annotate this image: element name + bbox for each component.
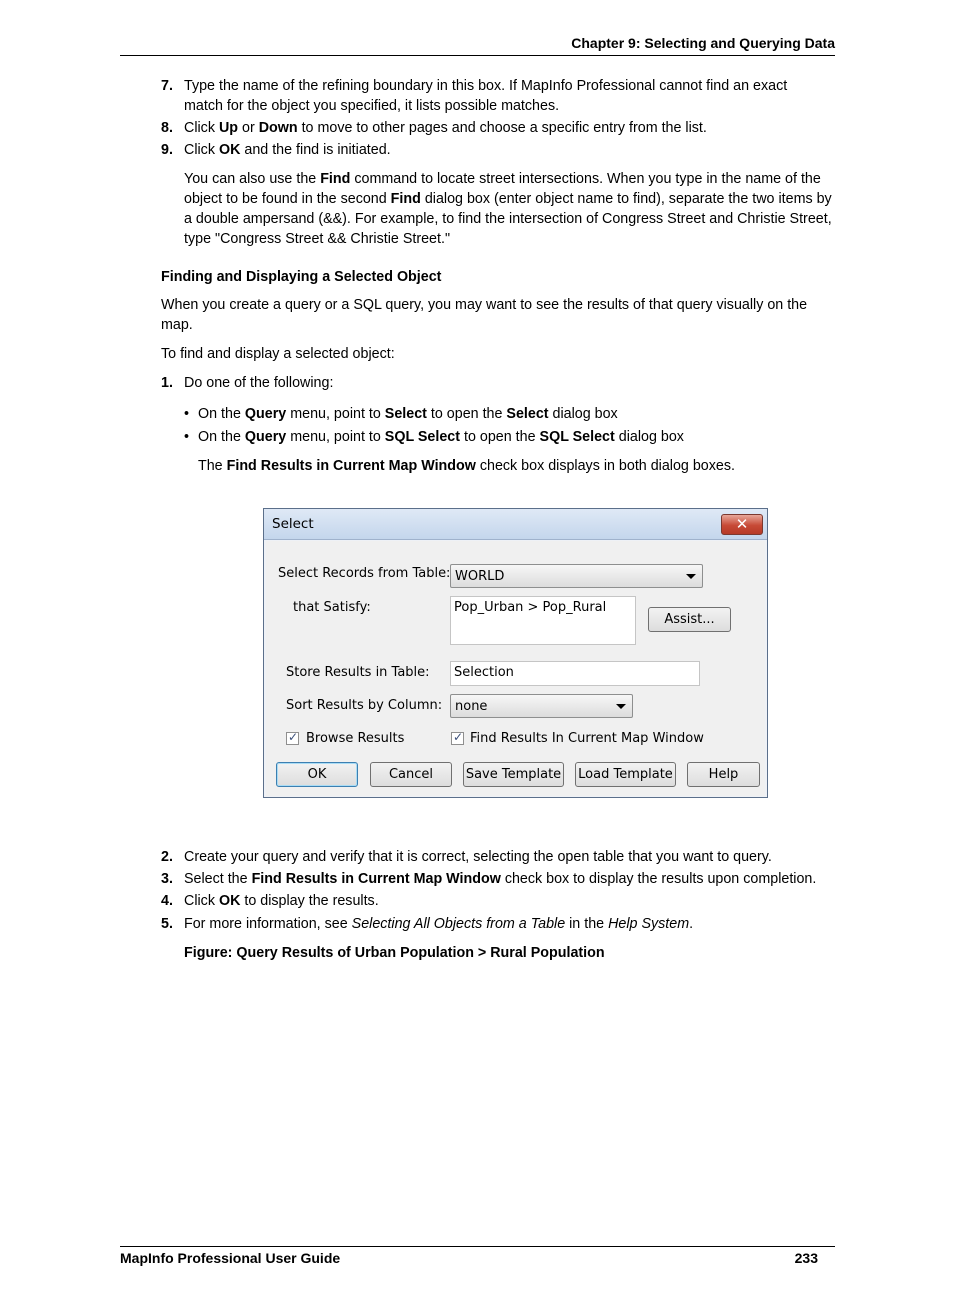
satisfy-label: that Satisfy: [293,600,371,615]
bullet-mark: • [184,406,190,422]
chapter-title: Chapter 9: Selecting and Querying Data [571,35,835,51]
assist-button[interactable]: Assist... [648,607,731,632]
table-dropdown-value: WORLD [455,569,505,584]
step-text: Click OK and the find is initiated. [184,142,391,158]
dialog-note: The Find Results in Current Map Window check box displays in both dialog boxes. [198,458,735,474]
checkmark-icon: ✓ [453,730,464,744]
step-text: Select the Find Results in Current Map Window check box to display the results upon completion. [184,871,817,887]
browse-label: Browse Results [306,731,405,746]
dialog-titlebar [264,509,767,540]
section-intro: When you create a query or a SQL query, you may want to see the results of that query visually on the map. [161,297,808,333]
cancel-button[interactable]: Cancel [370,762,452,787]
sort-dropdown-value: none [455,699,488,714]
bullet-text: On the Query menu, point to Select to open the Select dialog box [198,406,618,422]
step-number: 7. [161,78,173,94]
close-icon: ✕ [735,515,749,533]
step-number: 9. [161,142,173,158]
guide-title: MapInfo Professional User Guide [120,1250,341,1266]
chevron-down-icon [616,704,626,709]
checkmark-icon: ✓ [288,730,299,744]
step-number: 2. [161,849,173,865]
save-template-button[interactable]: Save Template [463,762,564,787]
figure-caption: Figure: Query Results of Urban Population > Rural Population [184,945,605,961]
select-from-label: Select Records from Table: [278,566,451,581]
expression-field[interactable] [450,596,636,645]
bullet-mark: • [184,429,190,445]
find-results-label: Find Results In Current Map Window [470,731,704,746]
find-results-checkbox[interactable] [451,732,464,745]
store-label: Store Results in Table: [286,665,430,680]
step-text: Click OK to display the results. [184,893,379,909]
step-number: 3. [161,871,173,887]
step-text: Do one of the following: [184,375,334,391]
step-number: 4. [161,893,173,909]
find-paragraph: You can also use the Find command to locate street intersections. When you type in the name of the object to be found in the second Find dialog box (enter object name to find), separate the two items by a double ampersand (&&). For example, to find the intersection of Congress Street and Christie Street, type "Congress Street && Christie Street." [184,171,832,247]
select-dialog [263,508,768,798]
page-number: 233 [794,1250,818,1266]
step-text: Type the name of the refining boundary in this box. If MapInfo Professional cannot find an exact match for the object you specified, it lists possible matches. [184,78,788,114]
help-button[interactable]: Help [687,762,760,787]
step-number: 8. [161,120,173,136]
table-dropdown[interactable] [450,564,703,588]
close-button[interactable] [721,514,763,535]
sort-label: Sort Results by Column: [286,698,443,713]
step-number: 1. [161,375,173,391]
dialog-title: Select [272,516,314,532]
step-text: Create your query and verify that it is correct, selecting the open table that you want to query. [184,849,772,865]
chevron-down-icon [686,574,696,579]
store-field[interactable] [450,661,700,686]
step-text: For more information, see Selecting All Objects from a Table in the Help System. [184,916,694,932]
ok-button[interactable]: OK [276,762,358,787]
page-footer [120,1246,835,1266]
sort-dropdown[interactable] [450,694,633,718]
browse-checkbox[interactable] [286,732,299,745]
expression-value: Pop_Urban > Pop_Rural [454,600,607,615]
step-number: 5. [161,916,173,932]
section-lead: To find and display a selected object: [161,346,395,362]
section-heading: Finding and Displaying a Selected Object [161,269,442,285]
bullet-text: On the Query menu, point to SQL Select to open the SQL Select dialog box [198,429,684,445]
load-template-button[interactable]: Load Template [575,762,676,787]
dialog-body [266,541,765,796]
page-header [120,34,835,56]
store-value: Selection [454,665,514,680]
step-text: Click Up or Down to move to other pages and choose a specific entry from the list. [184,120,707,136]
